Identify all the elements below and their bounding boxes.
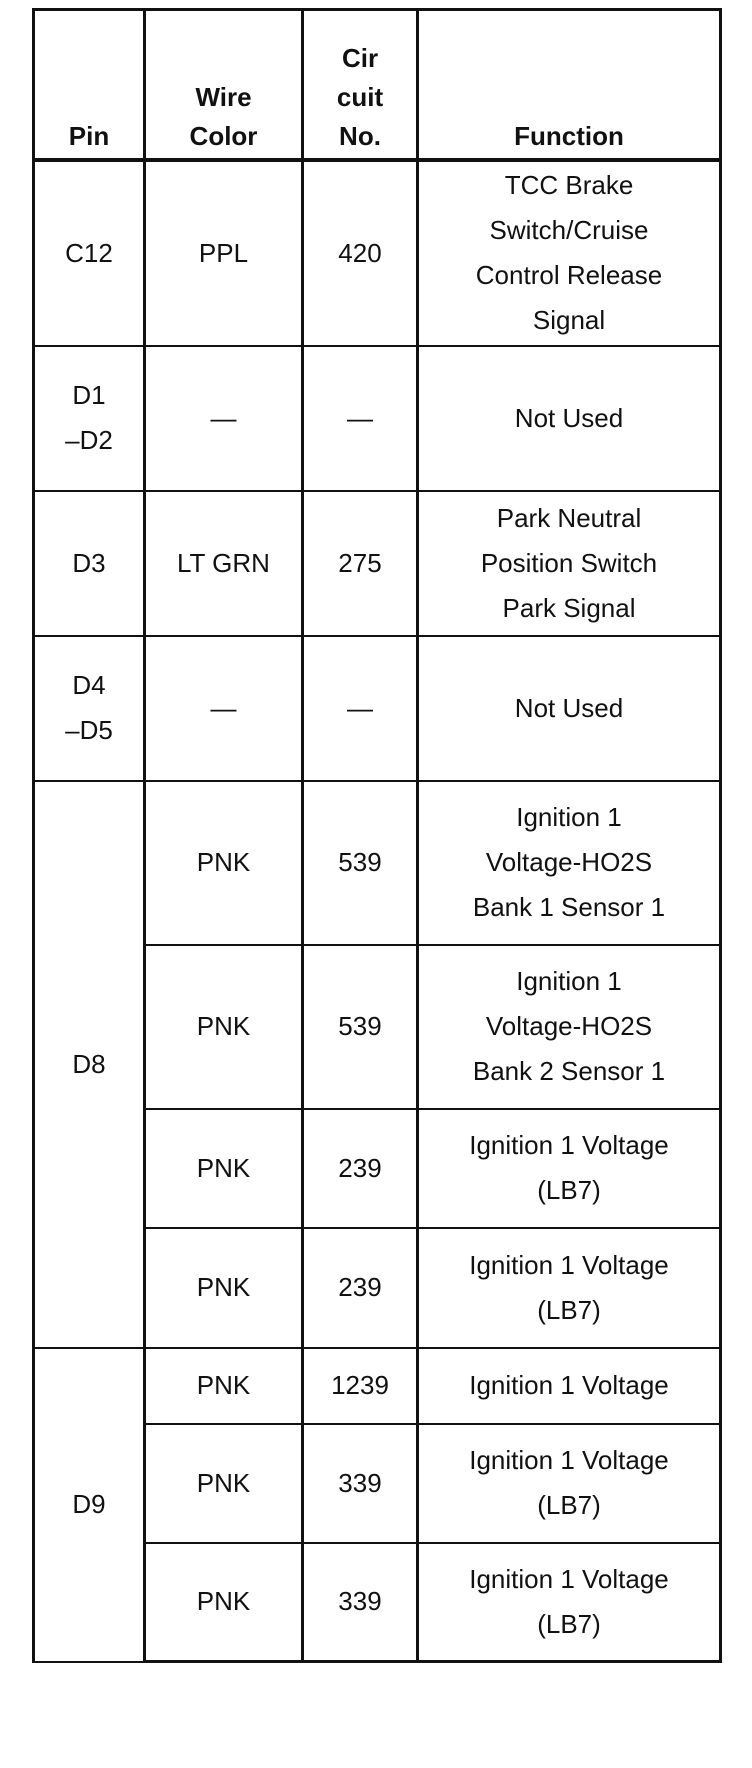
wire-color-cell: — xyxy=(145,636,303,781)
function-cell: Ignition 1 Voltage-HO2S Bank 2 Sensor 1 xyxy=(418,945,721,1109)
function-cell: Ignition 1 Voltage (LB7) xyxy=(418,1543,721,1662)
pin-cell: D4 –D5 xyxy=(34,636,145,781)
table-row xyxy=(34,1348,721,1424)
wire-color-cell: PPL xyxy=(145,160,303,346)
function-cell: TCC Brake Switch/Cruise Control Release Signal xyxy=(418,160,721,346)
circuit-cell: 420 xyxy=(303,160,418,346)
pin-cell: D3 xyxy=(34,491,145,636)
circuit-cell: — xyxy=(303,346,418,491)
wire-color-cell: PNK xyxy=(145,945,303,1109)
header-row xyxy=(34,10,721,160)
function-cell: Ignition 1 Voltage (LB7) xyxy=(418,1228,721,1348)
wire-color-cell: PNK xyxy=(145,781,303,945)
pin-cell: D8 xyxy=(34,781,145,1348)
header-function: Function xyxy=(418,10,721,160)
circuit-cell: 275 xyxy=(303,491,418,636)
table-row xyxy=(34,160,721,346)
function-cell: Ignition 1 Voltage (LB7) xyxy=(418,1109,721,1228)
pin-cell: C12 xyxy=(34,160,145,346)
header-pin: Pin xyxy=(34,10,145,160)
pin-cell: D9 xyxy=(34,1348,145,1662)
circuit-cell: 239 xyxy=(303,1109,418,1228)
header-circuit-no: Cir cuit No. xyxy=(303,10,418,160)
table-row xyxy=(34,781,721,945)
wire-color-cell: LT GRN xyxy=(145,491,303,636)
function-cell: Park Neutral Position Switch Park Signal xyxy=(418,491,721,636)
connector-pinout-table xyxy=(32,8,722,1663)
wire-color-cell: PNK xyxy=(145,1109,303,1228)
wire-color-cell: PNK xyxy=(145,1348,303,1424)
wire-color-cell: PNK xyxy=(145,1228,303,1348)
wire-color-cell: PNK xyxy=(145,1424,303,1543)
table-row xyxy=(34,346,721,491)
function-cell: Ignition 1 Voltage xyxy=(418,1348,721,1424)
function-cell: Ignition 1 Voltage-HO2S Bank 1 Sensor 1 xyxy=(418,781,721,945)
table-row xyxy=(34,636,721,781)
table-row xyxy=(34,491,721,636)
wire-color-cell: PNK xyxy=(145,1543,303,1662)
circuit-cell: — xyxy=(303,636,418,781)
circuit-cell: 339 xyxy=(303,1543,418,1662)
circuit-cell: 339 xyxy=(303,1424,418,1543)
header-wire-color: Wire Color xyxy=(145,10,303,160)
pin-cell: D1 –D2 xyxy=(34,346,145,491)
circuit-cell: 1239 xyxy=(303,1348,418,1424)
function-cell: Ignition 1 Voltage (LB7) xyxy=(418,1424,721,1543)
circuit-cell: 539 xyxy=(303,781,418,945)
circuit-cell: 539 xyxy=(303,945,418,1109)
wire-color-cell: — xyxy=(145,346,303,491)
function-cell: Not Used xyxy=(418,346,721,491)
function-cell: Not Used xyxy=(418,636,721,781)
circuit-cell: 239 xyxy=(303,1228,418,1348)
